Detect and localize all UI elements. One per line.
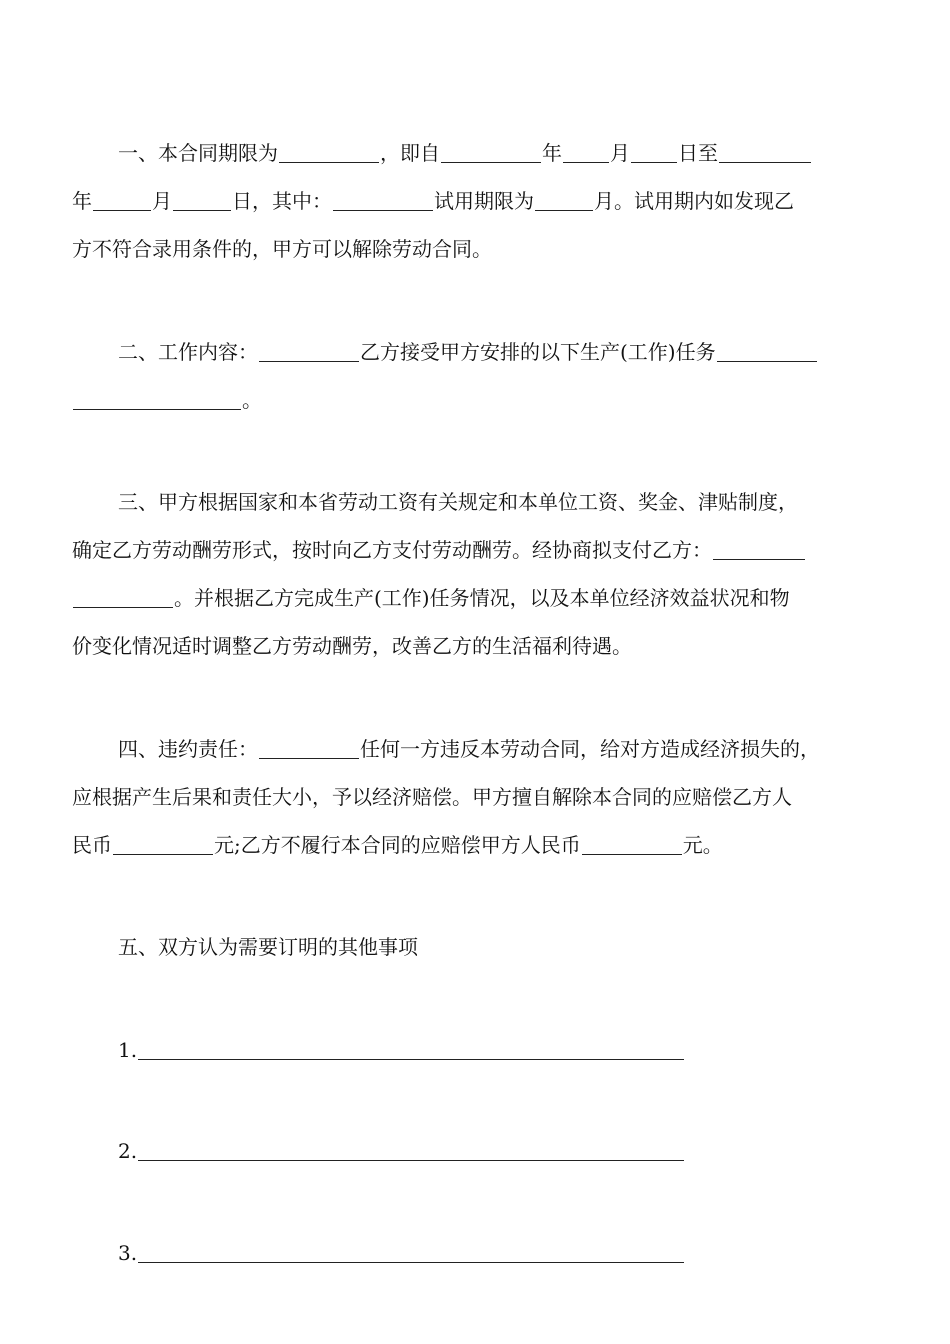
section1-text-b: ，即自	[380, 141, 440, 165]
section4-text-c: 民币	[72, 833, 112, 857]
section3-line2	[72, 536, 882, 564]
section1-text-g: 月	[152, 189, 172, 213]
section3-line4: 价变化情况适时调整乙方劳动酬劳，改善乙方的生活福利待遇。	[72, 634, 632, 658]
contract-period-blank[interactable]	[279, 142, 379, 163]
section1-line1	[118, 139, 882, 167]
other-item-blank-1[interactable]	[138, 1039, 684, 1060]
section4-line2: 应根据产生后果和责任大小，予以经济赔偿。甲方擅自解除本合同的应赔偿乙方人	[72, 785, 792, 809]
section1-text-e: 日至	[678, 141, 718, 165]
work-task-blank-1[interactable]	[717, 341, 817, 362]
payment-blank-1[interactable]	[713, 539, 805, 560]
section4-text-a: 四、违约责任：	[118, 737, 258, 761]
section3-line1: 三、甲方根据国家和本省劳动工资有关规定和本单位工资、奖金、津贴制度，	[118, 490, 798, 514]
section2-text-b: 乙方接受甲方安排的以下生产(工作)任务	[360, 340, 716, 364]
start-year-blank[interactable]	[441, 142, 541, 163]
section5-title: 五、双方认为需要订明的其他事项	[118, 935, 418, 959]
start-day-blank[interactable]	[631, 142, 677, 163]
end-month-blank[interactable]	[93, 190, 151, 211]
section1-text-f: 年	[72, 189, 92, 213]
section1-text-i: 试用期限为	[434, 189, 534, 213]
payment-blank-2[interactable]	[73, 587, 173, 608]
section1-text-h: 日，其中：	[232, 189, 332, 213]
end-day-blank[interactable]	[173, 190, 231, 211]
section2-line1	[118, 338, 882, 366]
section1-text-d: 月	[610, 141, 630, 165]
item-number: 2.	[118, 1139, 138, 1163]
section2-text-c: 。	[242, 388, 262, 412]
employee-compensation-blank[interactable]	[582, 834, 682, 855]
section4-text-d: 元;乙方不履行本合同的应赔偿甲方人民币	[214, 833, 581, 857]
section3-text-a: 确定乙方劳动酬劳形式，按时向乙方支付劳动酬劳。经协商拟支付乙方：	[72, 538, 712, 562]
section1-text-j: 月。试用期内如发现乙	[594, 189, 794, 213]
other-item-1	[118, 1036, 882, 1064]
work-content-blank[interactable]	[259, 341, 359, 362]
start-month-blank[interactable]	[563, 142, 609, 163]
probation-blank[interactable]	[333, 190, 433, 211]
section4-line1	[118, 735, 882, 763]
other-item-blank-2[interactable]	[138, 1140, 684, 1161]
end-year-blank[interactable]	[719, 142, 811, 163]
section3-text-b: 。并根据乙方完成生产(工作)任务情况，以及本单位经济效益状况和物	[174, 586, 790, 610]
employer-compensation-blank[interactable]	[113, 834, 213, 855]
probation-months-blank[interactable]	[535, 190, 593, 211]
section4-text-e: 元。	[682, 833, 723, 857]
section2-line2	[72, 386, 882, 414]
item-number: 3.	[118, 1241, 138, 1265]
section1-line3: 方不符合录用条件的，甲方可以解除劳动合同。	[72, 237, 492, 261]
liability-blank[interactable]	[259, 738, 359, 759]
other-item-2	[118, 1137, 882, 1165]
section1-text-a: 一、本合同期限为	[118, 141, 278, 165]
section3-line3	[72, 584, 882, 612]
work-task-blank-2[interactable]	[73, 389, 241, 410]
section2-text-a: 二、工作内容：	[118, 340, 258, 364]
other-item-blank-3[interactable]	[138, 1242, 684, 1263]
section4-text-b: 任何一方违反本劳动合同，给对方造成经济损失的，	[360, 737, 820, 761]
section4-line3	[72, 831, 882, 859]
other-item-3	[118, 1239, 882, 1267]
section1-text-c: 年	[542, 141, 562, 165]
section1-line2	[72, 187, 882, 215]
item-number: 1.	[118, 1038, 138, 1062]
